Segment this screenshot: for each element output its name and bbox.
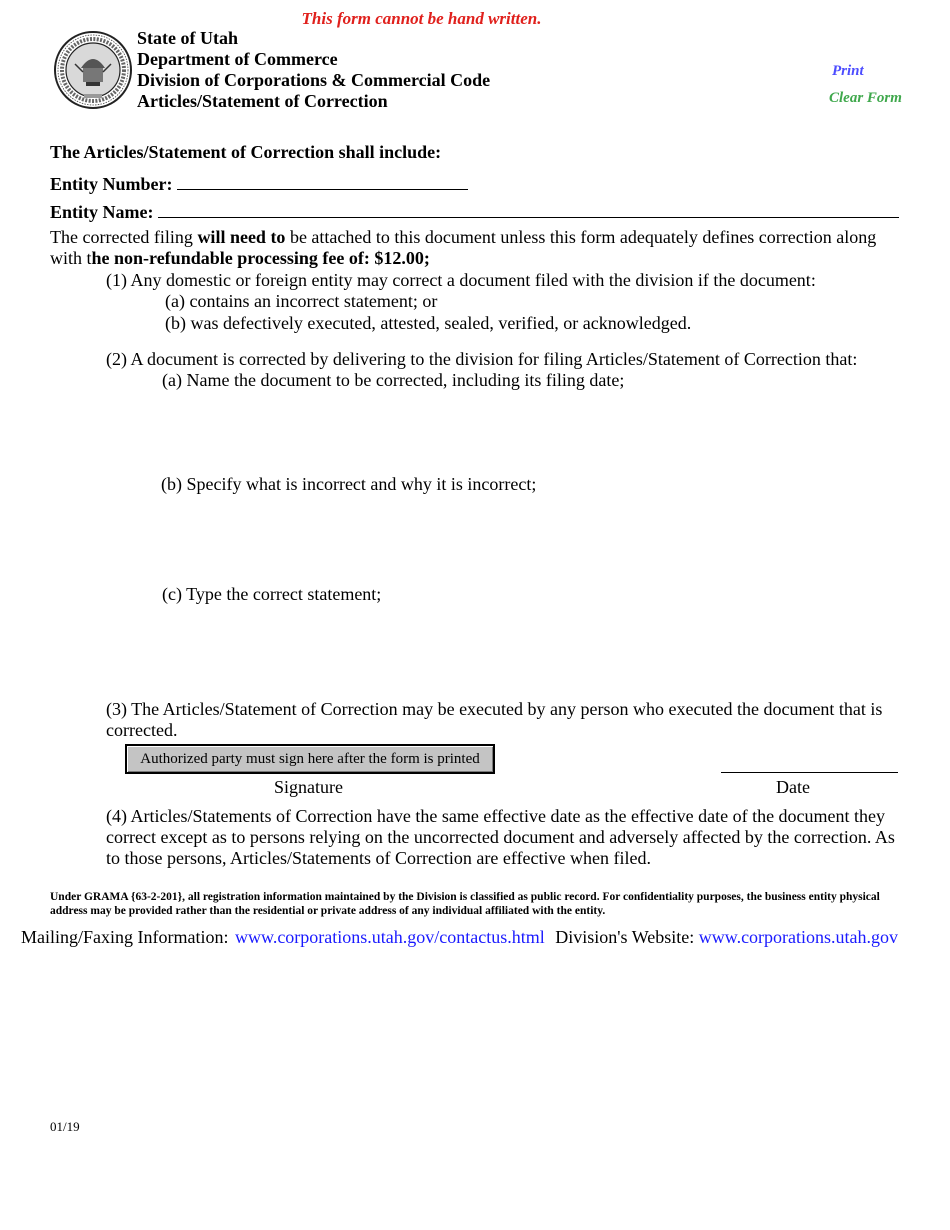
item2-a-input[interactable] <box>162 394 902 464</box>
item1-b: (b) was defectively executed, attested, sealed, verified, or acknowledged. <box>165 313 692 333</box>
item2-b-input[interactable] <box>162 498 902 573</box>
entity-name-row <box>50 199 899 223</box>
website-label: Division's Website: <box>555 927 695 947</box>
intro-heading: The Articles/Statement of Correction shall include: <box>50 142 442 162</box>
fee-paragraph <box>50 227 912 269</box>
clear-form-button[interactable]: Clear Form <box>829 90 902 106</box>
item2-text: (2) A document is corrected by delivering to the division for filing Articles/Statement of Correction that: <box>106 349 858 369</box>
header-department: Department of Commerce <box>137 49 338 69</box>
entity-number-row <box>50 171 468 195</box>
signature-label: Signature <box>274 777 343 797</box>
item2-b: (b) Specify what is incorrect and why it is incorrect; <box>161 474 537 494</box>
entity-name-label: Entity Name: <box>50 202 154 222</box>
item1-a: (a) contains an incorrect statement; or <box>165 291 438 311</box>
fee-text-2: be attached to this document unless this form adequately defines correction along with t <box>50 227 877 268</box>
date-line[interactable] <box>721 772 898 773</box>
header-state: State of Utah <box>137 28 238 48</box>
entity-number-input[interactable] <box>177 171 468 190</box>
print-button[interactable]: Print <box>832 63 864 79</box>
item4-text: (4) Articles/Statements of Correction have the same effective date as the effective date of the document they correct except as to persons relying on the uncorrected document and adversely affected by the correction. As to those persons, Articles/Statements of Correction are effective when filed. <box>106 806 895 868</box>
footer-contact-row <box>21 927 898 948</box>
header-block <box>137 28 490 112</box>
item3-text: (3) The Articles/Statement of Correction may be executed by any person who executed the document that is corrected. <box>106 699 883 740</box>
revision-date: 01/19 <box>50 1119 80 1134</box>
form-title: Articles/Statement of Correction <box>137 91 388 111</box>
entity-number-label: Entity Number: <box>50 174 173 194</box>
header-division: Division of Corporations & Commercial Code <box>137 70 491 90</box>
mailing-link[interactable]: www.corporations.utah.gov/contactus.html <box>234 927 545 947</box>
item2-a: (a) Name the document to be corrected, including its filing date; <box>162 370 625 390</box>
website-link[interactable]: www.corporations.utah.gov <box>698 927 899 947</box>
signature-box[interactable]: Authorized party must sign here after the form is printed <box>125 744 495 774</box>
fee-text-1: The corrected filing <box>50 227 198 247</box>
fee-bold-1: will need to <box>197 227 286 247</box>
grama-notice: Under GRAMA {63-2-201}, all registration information maintained by the Division is classified as public record. For confidentiality purposes, the business entity physical address may be provided rather than the residential or private address of any individual affiliated with the entity. <box>50 891 880 917</box>
item2-c-input[interactable] <box>162 608 902 688</box>
mailing-label: Mailing/Faxing Information: <box>21 927 229 947</box>
date-label: Date <box>776 777 810 797</box>
entity-name-input[interactable] <box>158 199 899 218</box>
fee-bold-2: he non-refundable processing fee of: $12.00; <box>91 248 430 268</box>
item1-text: (1) Any domestic or foreign entity may correct a document filed with the division if the document: <box>106 270 816 290</box>
item2-c: (c) Type the correct statement; <box>162 584 382 604</box>
state-seal-icon <box>53 30 133 110</box>
handwritten-warning: This form cannot be hand written. <box>301 9 542 28</box>
